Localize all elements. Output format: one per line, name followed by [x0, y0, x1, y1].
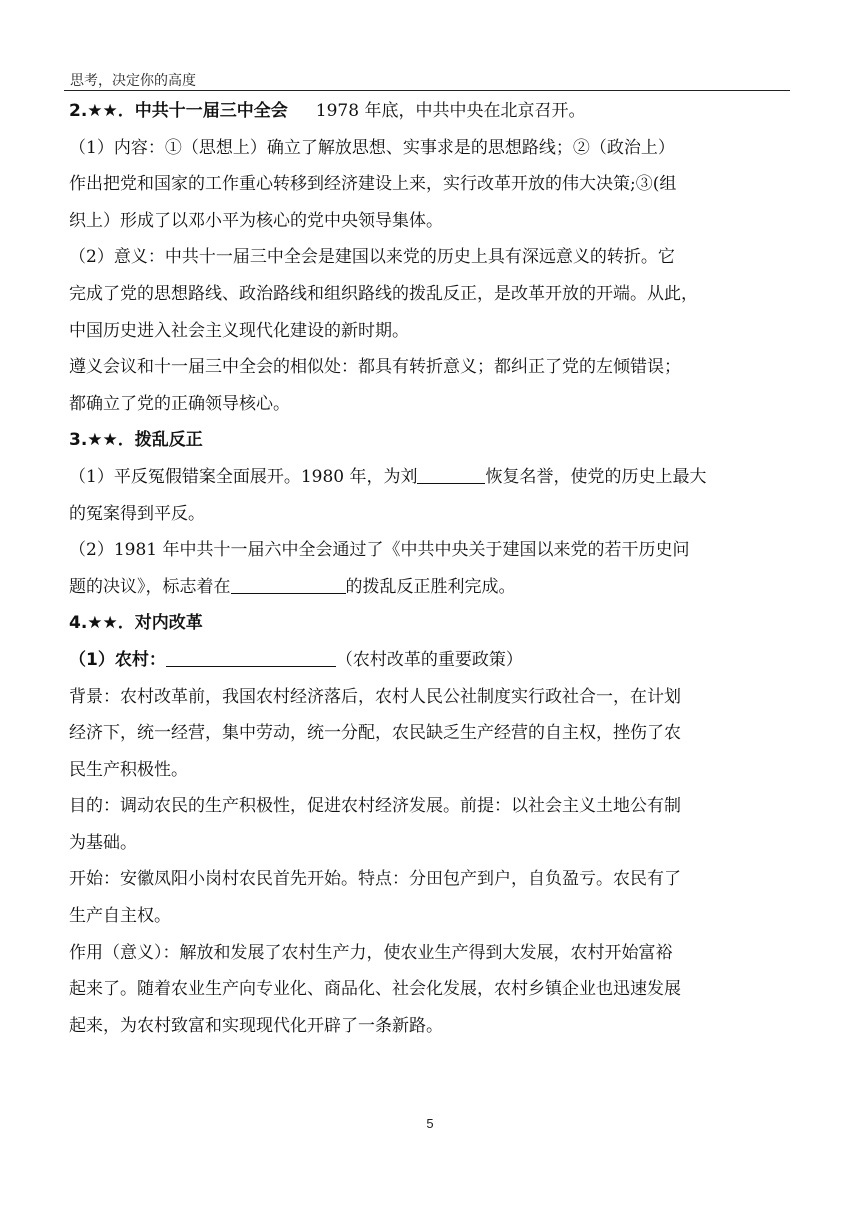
section-2-title: 2.★★．中共十一届三中全会: [69, 101, 288, 121]
section-2-meaning-line: 中国历史进入社会主义现代化建设的新时期。: [69, 320, 409, 341]
section-2-meaning-line: 完成了党的思想路线、政治路线和组织路线的拨乱反正，是改革开放的开端。从此，: [69, 283, 698, 304]
section-2-content-line: 织上）形成了以邓小平为核心的党中央领导集体。: [69, 210, 443, 231]
section-3-heading: 3.★★．拨乱反正: [69, 430, 203, 451]
section-2-content-line: 作出把党和国家的工作重心转移到经济建设上来，实行改革开放的伟大决策;③(组: [69, 174, 677, 195]
document-body: [69, 93, 795, 1044]
effect-line: 起来，为农村致富和实现现代化开辟了一条新路。: [69, 1015, 443, 1036]
section-2-compare-line: 都确立了党的正确领导核心。: [69, 393, 290, 414]
section-3-item-1-line: [69, 459, 795, 496]
text-fragment: 恢复名誉，使党的历史上最大: [485, 466, 707, 487]
section-3-item-2-line: （2）1981 年中共十一届六中全会通过了《中共中央关于建国以来党的若干历史问: [69, 540, 690, 561]
text-fragment: （1）平反冤假错案全面展开。1980 年，为刘: [69, 466, 418, 487]
section-2-meaning-line: （2）意义：中共十一届三中全会是建国以来党的历史上具有深远意义的转折。它: [69, 247, 675, 268]
effect-line: 起来了。随着农业生产向专业化、商品化、社会化发展，农村乡镇企业也迅速发展: [69, 979, 681, 1000]
section-3-item-2-line: [69, 569, 795, 606]
section-4-heading: 4.★★．对内改革: [69, 613, 203, 634]
section-4-rural-line: [69, 642, 795, 679]
page-number: 5: [426, 1116, 434, 1131]
effect-line: 作用（意义）：解放和发展了农村生产力，使农业生产得到大发展，农村开始富裕: [69, 942, 673, 963]
background-line: 经济下，统一经营，集中劳动，统一分配，农民缺乏生产经营的自主权，挫伤了农: [69, 723, 681, 744]
section-3-item-1-line: 的冤案得到平反。: [69, 503, 205, 524]
fill-in-blank[interactable]: [166, 646, 336, 667]
rural-label: （1）农村：: [69, 649, 166, 670]
purpose-line: 为基础。: [69, 832, 137, 853]
start-line: 生产自主权。: [69, 906, 171, 927]
section-2-date-note: 1978 年底，中共中央在北京召开。: [315, 101, 586, 121]
fill-in-blank[interactable]: [231, 573, 346, 594]
header-slogan: 思考，决定你的高度: [70, 73, 196, 89]
header-divider: [64, 90, 790, 91]
text-fragment: 的拨乱反正胜利完成。: [345, 576, 516, 597]
section-2-content-line: （1）内容：①（思想上）确立了解放思想、实事求是的思想路线；②（政治上）: [69, 137, 675, 158]
start-line: 开始：安徽凤阳小岗村农民首先开始。特点：分田包产到户，自负盈亏。农民有了: [69, 869, 681, 890]
rural-note: （农村改革的重要政策）: [335, 649, 523, 670]
fill-in-blank[interactable]: [417, 463, 485, 484]
purpose-line: 目的：调动农民的生产积极性，促进农村经济发展。前提：以社会主义土地公有制: [69, 796, 681, 817]
background-line: 背景：农村改革前，我国农村经济落后，农村人民公社制度实行政社合一，在计划: [69, 686, 681, 707]
section-2-heading: [69, 93, 795, 130]
background-line: 民生产积极性。: [69, 759, 188, 780]
text-fragment: 题的决议》，标志着在: [69, 576, 231, 597]
section-2-compare-line: 遵义会议和十一届三中全会的相似处：都具有转折意义；都纠正了党的左倾错误；: [69, 357, 681, 378]
